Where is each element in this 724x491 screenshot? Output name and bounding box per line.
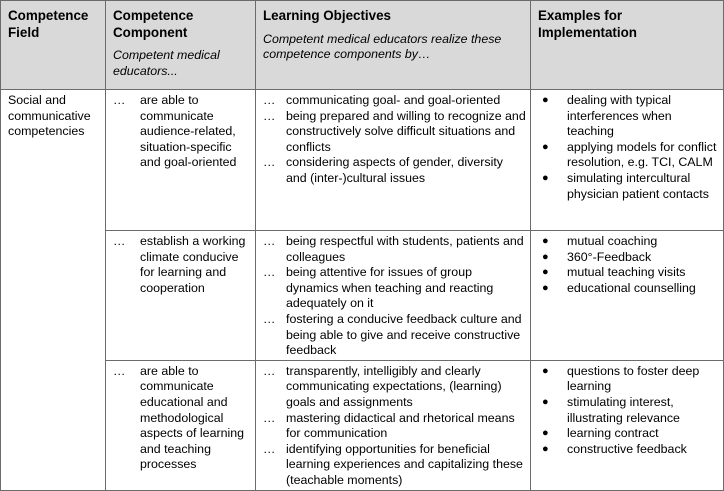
bullet-icon: ●: [542, 171, 549, 184]
objective-text: transparently, intelligibly and clearly communicating expectations, (learning) goals and assignments: [286, 363, 502, 409]
ellipsis-marker: …: [113, 234, 126, 248]
bullet-icon: ●: [542, 364, 549, 377]
objective-item: [263, 155, 526, 186]
component-text: are able to communicate audience-related, situation-specific and goal-oriented: [140, 93, 237, 170]
objective-text: identifying opportunities for beneficial learning experiences and capitalizing these (teachable moments): [286, 441, 523, 487]
example-item: [538, 442, 719, 458]
objective-item: [263, 265, 526, 312]
objective-item: [263, 312, 526, 359]
objective-text: communicating goal- and goal-oriented: [286, 93, 501, 107]
objective-text: mastering didactical and rhetorical means for communication: [286, 410, 515, 441]
ellipsis-marker: …: [263, 363, 276, 378]
header-learning-objectives: [256, 1, 531, 90]
bullet-icon: ●: [542, 427, 549, 440]
header-title: Competence Component: [113, 8, 194, 40]
bullet-icon: ●: [542, 442, 549, 455]
objective-text: fostering a conducive feedback culture and being able to give and receive constructive feedback: [286, 311, 522, 358]
table-row: [1, 360, 724, 490]
objectives-cell: [256, 90, 531, 231]
example-text: stimulating interest, illustrating relevance: [567, 394, 680, 425]
examples-cell: [531, 231, 724, 361]
example-item: [538, 140, 719, 171]
table-header-row: [1, 1, 724, 90]
ellipsis-marker: …: [263, 311, 276, 326]
objective-text: considering aspects of gender, diversity and (inter-)cultural issues: [286, 155, 503, 185]
header-competence-component: [106, 1, 256, 90]
example-item: [538, 171, 719, 202]
header-subtitle: Competent medical educators realize these competence components by…: [263, 31, 502, 62]
example-item: [538, 426, 719, 442]
example-item: [538, 281, 719, 297]
example-text: mutual teaching visits: [567, 265, 686, 280]
examples-cell: [531, 360, 724, 490]
header-examples: [531, 1, 724, 90]
example-item: [538, 265, 719, 281]
objective-item: [263, 442, 526, 489]
table-row: [1, 90, 724, 231]
header-competence-field: [1, 1, 106, 90]
component-cell: [106, 90, 256, 231]
table-row: [1, 231, 724, 361]
bullet-icon: ●: [542, 140, 549, 153]
ellipsis-marker: …: [263, 441, 276, 456]
objective-item: [263, 364, 526, 411]
objective-text: being prepared and willing to recognize and constructively solve difficult situations and conflicts: [286, 108, 526, 154]
ellipsis-marker: …: [263, 410, 276, 425]
header-subtitle: Competent medical educators...: [113, 48, 220, 78]
ellipsis-marker: …: [263, 265, 276, 280]
competence-field-cell: [1, 90, 106, 491]
component-text: are able to communicate educational and methodological aspects of learning and teaching processes: [140, 363, 245, 472]
ellipsis-marker: …: [263, 93, 276, 107]
example-item: [538, 234, 719, 250]
objective-item: [263, 411, 526, 442]
example-text: dealing with typical interferences when teaching: [567, 93, 672, 139]
example-text: learning contract: [567, 426, 659, 441]
bullet-icon: ●: [542, 250, 549, 263]
example-text: questions to foster deep learning: [567, 363, 700, 394]
objective-item: [263, 93, 526, 109]
competence-field-text: Social and communicative competencies: [8, 93, 91, 139]
component-text: establish a working climate conducive for learning and cooperation: [140, 234, 246, 295]
example-item: [538, 364, 719, 395]
bullet-icon: ●: [542, 281, 549, 294]
objectives-cell: [256, 231, 531, 361]
objective-text: being respectful with students, patients and colleagues: [286, 234, 524, 264]
examples-cell: [531, 90, 724, 231]
bullet-icon: ●: [542, 266, 549, 279]
objective-item: [263, 234, 526, 265]
ellipsis-marker: …: [263, 108, 276, 123]
ellipsis-marker: …: [113, 363, 126, 378]
bullet-icon: ●: [542, 235, 549, 247]
example-text: educational counselling: [567, 280, 696, 295]
header-title: Competence Field: [8, 8, 89, 40]
example-item: [538, 395, 719, 426]
bullet-icon: ●: [542, 395, 549, 408]
ellipsis-marker: …: [263, 155, 276, 170]
objective-item: [263, 109, 526, 156]
bullet-icon: ●: [542, 94, 549, 106]
example-text: mutual coaching: [567, 234, 658, 248]
example-text: applying models for conflict resolution, e.g. TCI, CALM: [567, 139, 717, 170]
component-cell: [106, 231, 256, 361]
example-text: simulating intercultural physician patient contacts: [567, 170, 709, 201]
header-title: Examples for Implementation: [538, 8, 637, 40]
example-text: 360°-Feedback: [567, 249, 652, 264]
objectives-cell: [256, 360, 531, 490]
component-cell: [106, 360, 256, 490]
objective-text: being attentive for issues of group dynamics when teaching and reacting adequately on it: [286, 265, 494, 311]
ellipsis-marker: …: [263, 234, 276, 248]
header-title: Learning Objectives: [263, 8, 391, 23]
example-item: [538, 93, 719, 140]
example-text: constructive feedback: [567, 441, 687, 456]
ellipsis-marker: …: [113, 93, 126, 107]
example-item: [538, 250, 719, 266]
